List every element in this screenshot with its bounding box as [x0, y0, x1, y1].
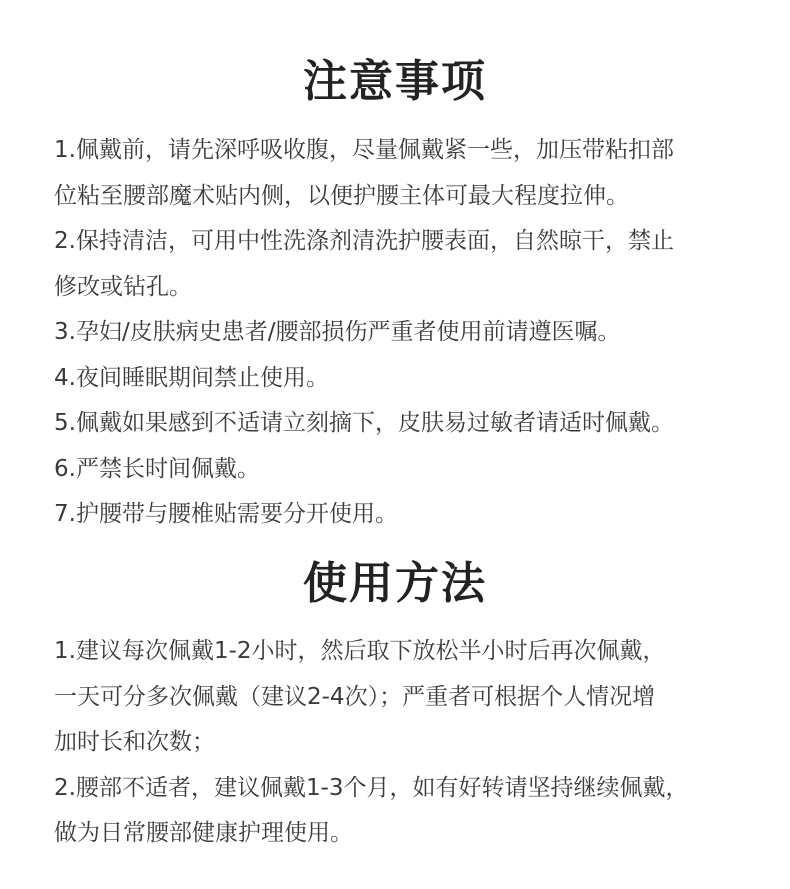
- notes-section-title: 注意事项: [303, 56, 487, 107]
- notes-line-3: 2.保持清洁，可用中性洗涤剂清洗护腰表面，自然晾干，禁止: [54, 228, 674, 254]
- notes-line-8: 6.严禁长时间佩戴。: [54, 455, 260, 482]
- notes-line-4: 修改或钻孔。: [54, 273, 192, 300]
- usage-line-1: 1.建议每次佩戴1-2小时，然后取下放松半小时后再次佩戴，: [54, 638, 666, 664]
- notes-line-1: 1.佩戴前，请先深呼吸收腹，尽量佩戴紧一些，加压带粘扣部: [54, 137, 674, 163]
- notes-list: [54, 128, 754, 538]
- notes-line-7: 5.佩戴如果感到不适请立刻摘下，皮肤易过敏者请适时佩戴。: [54, 410, 674, 436]
- usage-list: [54, 629, 754, 857]
- usage-line-3: 加时长和次数；: [54, 729, 215, 755]
- usage-line-5: 做为日常腰部健康护理使用。: [54, 820, 353, 846]
- notes-line-2: 位粘至腰部魔术贴内侧，以便护腰主体可最大程度拉伸。: [54, 182, 629, 209]
- usage-line-2: 一天可分多次佩戴（建议2-4次）；严重者可根据个人情况增: [54, 683, 656, 710]
- usage-section-title: 使用方法: [303, 558, 487, 609]
- usage-line-4: 2.腰部不适者，建议佩戴1-3个月，如有好转请坚持继续佩戴，: [54, 774, 689, 801]
- notes-line-9: 7.护腰带与腰椎贴需要分开使用。: [54, 501, 398, 527]
- notes-line-5: 3.孕妇/皮肤病史患者/腰部损伤严重者使用前请遵医嘱。: [54, 319, 621, 345]
- notes-line-6: 4.夜间睡眠期间禁止使用。: [54, 364, 329, 391]
